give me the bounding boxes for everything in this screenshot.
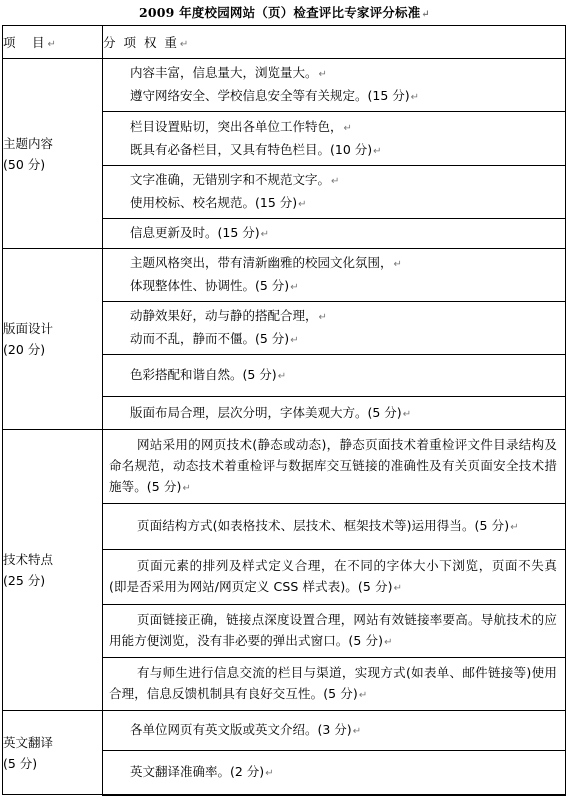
- category-name: 主题内容: [3, 135, 54, 151]
- table-header-row: [3, 26, 566, 59]
- category-name: 技术特点: [3, 552, 54, 567]
- criterion-cell: 网站采用的网页技术(静态或动态)，静态页面技术着重检评文件目录结构及命名规范，动态技术着重检评与数据库交互链接的准确性及有关页面安全技术措施等。(5 分)↵: [103, 430, 566, 504]
- table-row: [3, 59, 566, 112]
- table-row: [3, 430, 566, 504]
- criterion-cell: 栏目设置贴切，突出各单位工作特色，↵ 既具有必备栏目，又具有特色栏目。(10 分)↵: [103, 112, 566, 166]
- criterion-cell: 信息更新及时。(15 分)↵: [103, 219, 566, 249]
- criterion-cell: 页面元素的排列及样式定义合理，在不同的字体大小下浏览，页面不失真(即是否采用为网站/网页定义 CSS 样式表)。(5 分)↵: [103, 550, 566, 605]
- criterion-cell: 主题风格突出，带有清新幽雅的校园文化氛围，↵ 体现整体性、协调性。(5 分)↵: [103, 249, 566, 302]
- category-name: 英文翻译: [3, 734, 54, 750]
- category-name: 版面设计: [3, 321, 54, 336]
- criterion-cell: 文字准确，无错别字和不规范文字。↵ 使用校标、校名规范。(15 分)↵: [103, 166, 566, 219]
- criterion-cell: 英文翻译准确率。(2 分)↵: [103, 751, 566, 795]
- category-cell-design: [3, 249, 103, 430]
- criterion-cell: 色彩搭配和谐自然。(5 分)↵: [103, 355, 566, 397]
- header-criteria: 分 项 权 重↵: [103, 26, 566, 59]
- category-points: (20 分): [3, 342, 46, 357]
- criterion-cell: 有与师生进行信息交流的栏目与渠道，实现方式(如表单、邮件链接等)使用合理，信息反馈机制具有良好交互性。(5 分)↵: [103, 658, 566, 711]
- table-row: [3, 711, 566, 751]
- category-points: (25 分): [3, 573, 46, 588]
- scoring-table: [2, 25, 566, 796]
- criterion-cell: 页面结构方式(如表格技术、层技术、框架技术等)运用得当。(5 分)↵: [103, 504, 566, 550]
- criterion-cell: 版面布局合理，层次分明，字体美观大方。(5 分)↵: [103, 397, 566, 430]
- table-row: [3, 249, 566, 302]
- category-cell-tech: [3, 430, 103, 711]
- document-title: 2009 年度校园网站（页）检查评比专家评分标准↵: [138, 5, 431, 20]
- criterion-cell: 内容丰富，信息量大，浏览量大。↵ 遵守网络安全、学校信息安全等有关规定。(15 分)↵: [103, 59, 566, 112]
- category-points: (5 分): [3, 755, 38, 771]
- criterion-cell: 各单位网页有英文版或英文介绍。(3 分)↵: [103, 711, 566, 751]
- criterion-cell: 页面链接正确，链接点深度设置合理，网站有效链接率要高。导航技术的应用能方便浏览，没有非必要的弹出式窗口。(5 分)↵: [103, 605, 566, 658]
- criterion-cell: 动静效果好，动与静的搭配合理，↵ 动而不乱，静而不僵。(5 分)↵: [103, 302, 566, 355]
- header-category: 项 目↵: [3, 26, 103, 59]
- category-cell-content: [3, 59, 103, 249]
- category-cell-english: [3, 711, 103, 795]
- category-points: (50 分): [3, 156, 46, 172]
